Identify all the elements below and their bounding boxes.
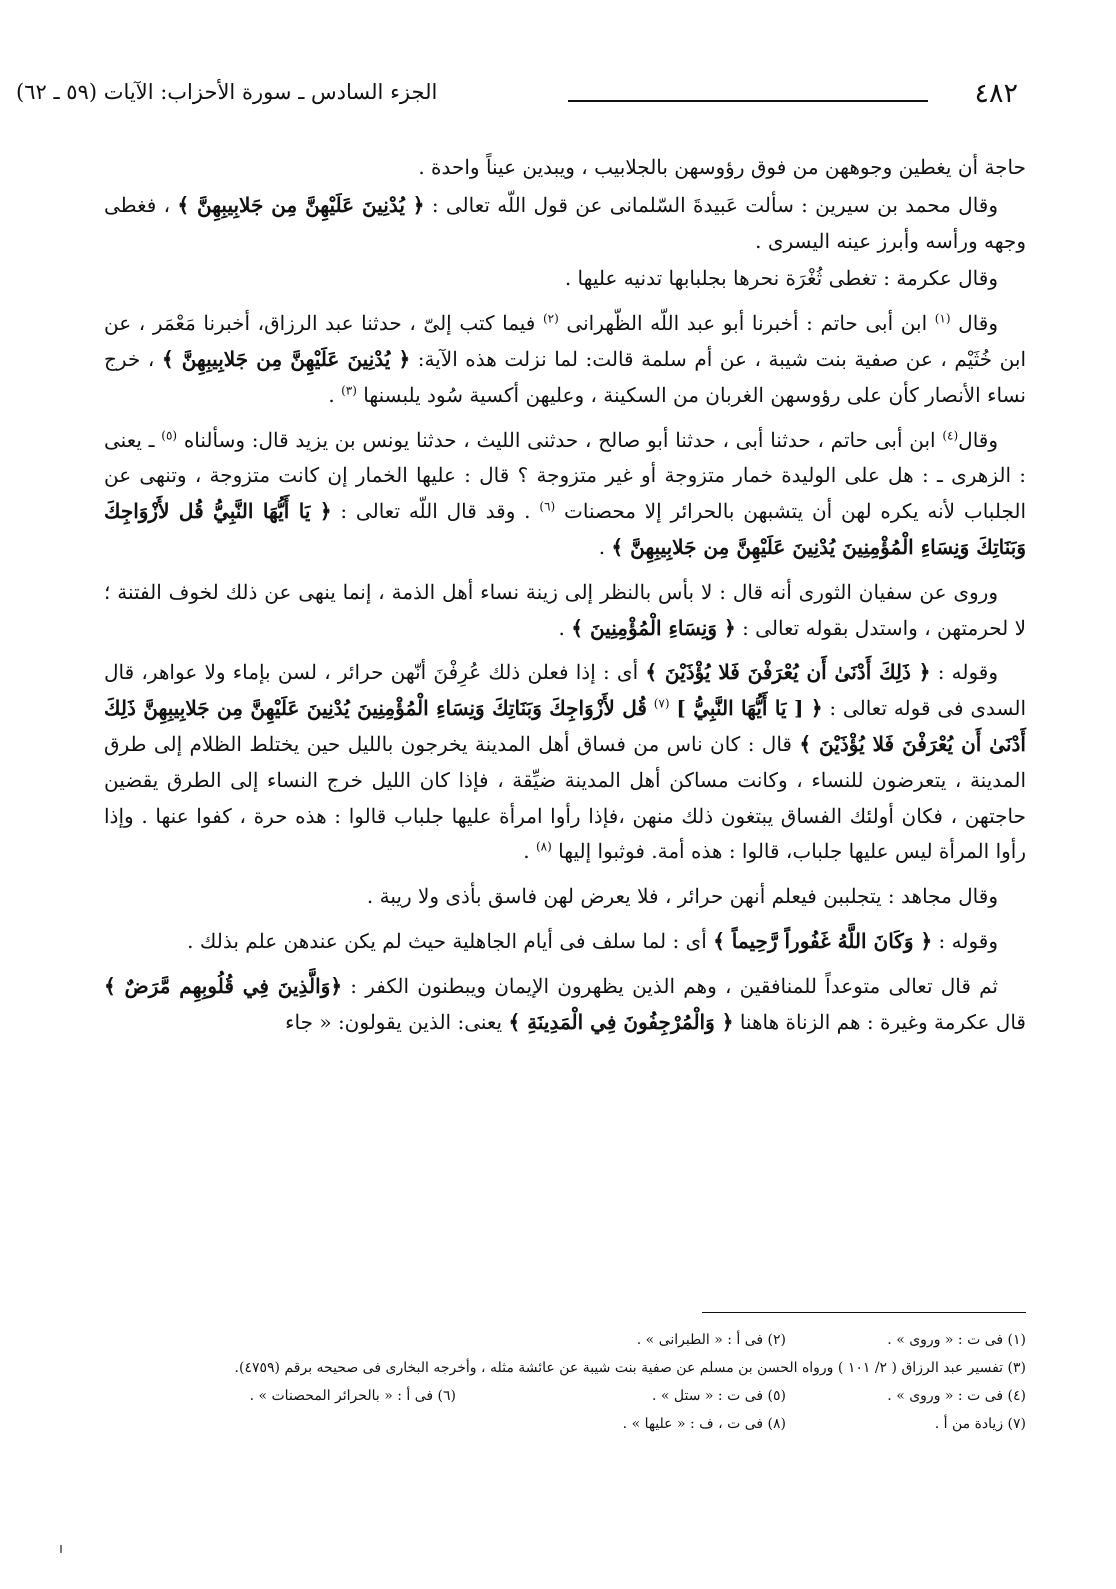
footnote-rule — [702, 1312, 1026, 1313]
footnote: (١) فى ت : « وروى » . — [887, 1332, 1026, 1348]
text-run: أى : لما سلف فى أيام الجاهلية حيث لم يكن عندهن علم بذلك . — [187, 928, 707, 953]
quran-verse: ﴿ يُدْنِينَ عَلَيْهِنَّ مِن جَلابِيبِهِنَّ ﴾ — [161, 346, 411, 371]
quran-verse: ﴿وَالَّذِينَ فِي قُلُوبِهِم مَّرَضٌ ﴾ — [104, 973, 343, 998]
footnote: (٥) فى ت : « ستل » . — [651, 1388, 786, 1404]
footnote-ref: (١) — [934, 311, 951, 326]
footnote: (٤) فى ت : « وروى » . — [887, 1388, 1026, 1404]
text-run: . — [598, 534, 606, 559]
quran-verse: ﴿ يَا أَيُّهَا النَّبِيُّ قُل لأَزْوَاجِكَ وَبَنَاتِكَ وَنِسَاءِ الْمُؤْمِنِينَ يُدْنِينَ عَلَيْهِنَّ مِن جَلابِيبِهِنَّ ﴾ — [104, 499, 1026, 559]
scan-mark — [60, 1545, 62, 1553]
footnote-row — [104, 1382, 1026, 1410]
paragraph — [104, 188, 1026, 260]
footnote-row — [104, 1410, 1026, 1438]
footnote: (٣) تفسير عبد الرزاق ( ٢/ ١٠١ ) ورواه الحسن بن مسلم عن صفية بنت شيبة عن عائشة مثله ، وأخرجه البخارى فى صحيحه برقم (٤٧٥٩). — [234, 1360, 1026, 1376]
quran-verse: قُل لأَزْوَاجِكَ وَبَنَاتِكَ وَنِسَاءِ الْمُؤْمِنِينَ يُدْنِينَ عَلَيْهِنَّ مِن جَلابِيبِهِنَّ ذَلِكَ أَدْنَىٰ أَن يُعْرَفْنَ فَلا يُؤْذَيْنَ ﴾ — [104, 696, 1026, 756]
paragraph — [104, 261, 1026, 297]
paragraph — [104, 575, 1026, 647]
paragraph — [104, 924, 1026, 960]
footnotes — [104, 1326, 1026, 1438]
quran-verse: ﴿ [ يَا أَيُّهَا النَّبِيُّ ] — [676, 696, 823, 721]
text-run: وقال — [958, 311, 999, 336]
footnote-ref: (٨) — [535, 839, 552, 854]
text-run: . — [523, 839, 530, 864]
text-run: وقوله : — [938, 928, 998, 953]
text-run: وقال — [958, 427, 999, 452]
footnote-ref: (٣) — [341, 383, 357, 398]
text-run: وقال محمد بن سيرين : سألت عَبيدةَ السّلمانى عن قول اللّه تعالى : — [431, 192, 998, 217]
text-run: وقال مجاهد : يتجلببن فيعلم أنهن حرائر ، فلا يعرض لهن فاسق بأذى ولا ريبة . — [366, 884, 998, 909]
quran-verse: ﴿ وَالْمُرْجِفُونَ فِي الْمَدِينَةِ ﴾ — [508, 1009, 734, 1034]
running-title: الجزء السادس ـ سورة الأحزاب: الآيات (٥٩ ـ ٦٢) — [16, 80, 438, 104]
text-run: ثم قال تعالى متوعداً للمنافقين ، وهم الذين يظهرون الإيمان ويبطنون الكفر : — [350, 973, 999, 998]
text-run: يعنى: الذين يقولون: « جاء — [285, 1009, 503, 1034]
footnote-ref: (٥) — [161, 427, 178, 442]
footnote-row — [104, 1326, 1026, 1354]
text-run: ابن أبى حاتم : أخبرنا أبو عبد اللّه الظّهرانى — [566, 311, 928, 336]
text-run: . — [558, 615, 565, 640]
text-run: وقوله : — [937, 660, 999, 685]
running-header — [16, 68, 1018, 112]
text-run: . وقد قال اللّه تعالى : — [340, 499, 531, 524]
footnote-ref: (٢) — [542, 311, 559, 326]
quran-verse: ﴿ وَنِسَاءِ الْمُؤْمِنِينَ ﴾ — [571, 615, 736, 640]
footnote-ref: (٤) — [942, 427, 959, 442]
text-run: وروى عن سفيان الثورى أنه قال : لا بأس بالنظر إلى زينة نساء أهل الذمة ، إنما ينهى عن ذلك لخوف الفتنة ؛ لا لحرمتهن ، واستدل بقوله تعالى : — [104, 579, 1026, 640]
quran-verse: ﴿ يُدْنِينَ عَلَيْهِنَّ مِن جَلابِيبِهِنَّ ﴾ — [177, 192, 425, 217]
footnote: (٨) فى ت ، ف : « عليها » . — [622, 1416, 786, 1432]
header-rule — [568, 100, 928, 102]
text-run: وقال عكرمة : تغطى ثُغْرَة نحرها بجلبابها تدنيه عليها . — [564, 266, 998, 291]
text-run: ـ يعنى : الزهرى ـ : هل على الوليدة خمار متزوجة أو غير متزوجة ؟ قال : عليها الخمار إن كانت متزوجة ، وتنهى عن الجلباب لأنه يكره لهن أن يتشبهن بالحرائر إلا محصنات — [104, 427, 1027, 524]
paragraph — [104, 655, 1026, 870]
text-run: . — [328, 382, 335, 407]
text-run: ، خرج نساء الأنصار كأن على رؤوسهن الغربان من السكينة ، وعليهن أكسية سُود يلبسنها — [104, 346, 1026, 407]
paragraph — [104, 879, 1026, 915]
page-number: ٤٨٢ — [974, 78, 1018, 109]
quran-verse: ﴿ ذَلِكَ أَدْنَىٰ أَن يُعْرَفْنَ فَلا يُؤْذَيْنَ ﴾ — [645, 660, 931, 685]
footnote: (٦) فى أ : « بالحرائر المحصنات » . — [249, 1388, 456, 1404]
footnote: (٧) زيادة من أ . — [934, 1416, 1026, 1432]
paragraph — [104, 306, 1026, 413]
text-run: قال : كان ناس من فساق أهل المدينة يخرجون بالليل حين يختلط الظلام إلى طرق المدينة ، يتعرضون للنساء ، وكانت مساكن أهل المدينة ضيِّقة ، فإذا كان الليل خرج النساء إلى الطرق يقضين حاجتهن ، فكان أولئك الفساق يبتغون ذلك منهن ،فإذا رأوا امرأة عليها جلباب قالوا : هذه حرة ، كفوا عنها . وإذا رأوا المرأة ليس عليها جلباب، قالوا : هذه أمة. فوثبوا إليها — [104, 731, 1026, 864]
paragraph — [104, 423, 1026, 566]
footnote: (٢) فى أ : « الطبرانى » . — [636, 1332, 786, 1348]
footnote-ref: (٧) — [653, 696, 670, 711]
text-run: أى : إذا فعلن ذلك عُرِفْنَ أنّهن حرائر ، لسن بإماء ولا عواهر، قال السدى فى قوله تعالى : — [104, 660, 1027, 721]
text-run: ، فغطى وجهه ورأسه وأبرز عينه اليسرى . — [104, 192, 1026, 253]
quran-verse: ﴿ وَكَانَ اللَّهُ غَفُوراً رَّحِيماً ﴾ — [713, 928, 933, 953]
text-run: حاجة أن يغطين وجوههن من فوق رؤوسهن بالجلابيب ، ويبدين عيناً واحدة . — [418, 155, 1026, 179]
text-run: قال عكرمة وغيرة : هم الزناة هاهنا — [739, 1009, 1026, 1034]
paragraph — [104, 969, 1026, 1041]
paragraph — [104, 150, 1026, 186]
text-run: ابن أبى حاتم ، حدثنا أبى ، حدثنا أبو صالح ، حدثنى الليث ، حدثنا يونس بن يزيد قال: وسألناه — [183, 427, 936, 452]
footnote-ref: (٦) — [539, 499, 556, 514]
main-text — [104, 150, 1026, 1049]
text-run: فيما كتب إلىّ ، حدثنا عبد الرزاق، أخبرنا مَعْمَر ، عن ابن خُثَيْم ، عن صفية بنت شيبة ، عن أم سلمة قالت: لما نزلت هذه الآية: — [104, 311, 1027, 371]
